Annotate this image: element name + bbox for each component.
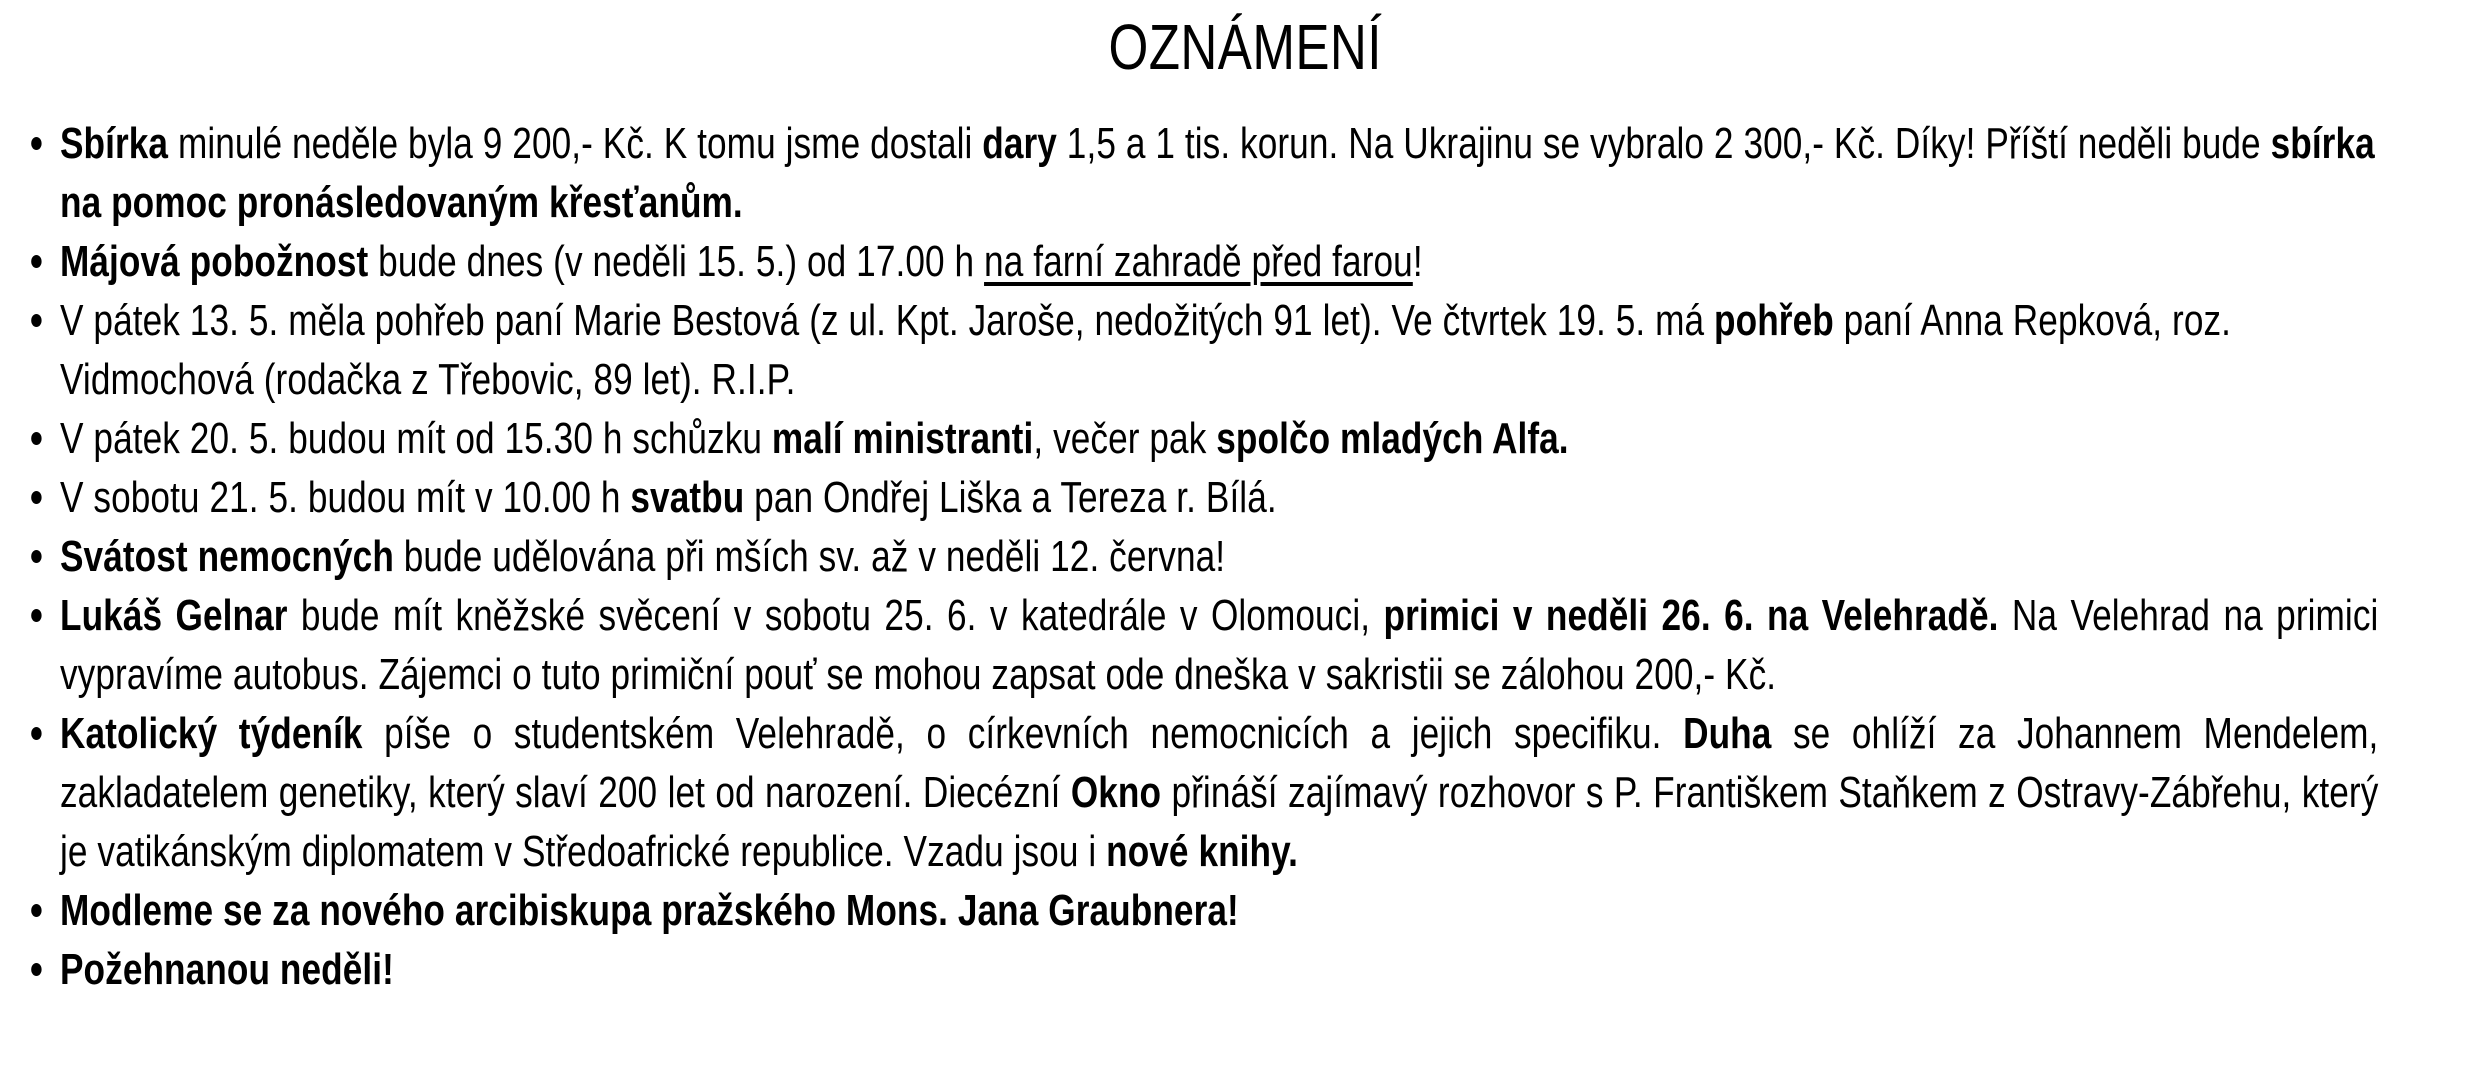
text-run: ! xyxy=(1412,237,1423,286)
text-run: Májová pobožnost xyxy=(60,237,369,286)
list-item xyxy=(30,940,2379,999)
text-run: primici v neděli 26. 6. na Velehradě. xyxy=(1383,591,1999,640)
list-item xyxy=(30,881,2379,940)
text-run: , večer pak xyxy=(1033,414,1217,463)
bullet-icon xyxy=(31,137,41,150)
text-run: malí ministranti xyxy=(771,414,1034,463)
text-run: pohřeb xyxy=(1714,296,1834,345)
text-run: svatbu xyxy=(630,473,745,522)
bullet-icon xyxy=(31,432,41,445)
bullet-icon xyxy=(31,314,41,327)
text-run: pan Ondřej Liška a Tereza r. Bílá. xyxy=(744,473,1277,522)
announcement-list xyxy=(0,114,2490,999)
list-item xyxy=(30,291,2379,409)
text-run: V sobotu 21. 5. budou mít v 10.00 h xyxy=(60,473,631,522)
text-run: Na Velehrad na primici vypravíme autobus. Zájemci o tuto primiční pouť se mohou zapsat ode dneška v sakristii se zálohou 200,- Kč. xyxy=(60,591,2379,699)
text-run: paní Anna Repková, roz. Vidmochová (rodačka z Třebovic, 89 let). R.I.P. xyxy=(60,296,2232,404)
text-run: sbírka na pomoc pronásledovaným křesťanům. xyxy=(60,119,2375,227)
text-run: V pátek 13. 5. měla pohřeb paní Marie Bestová (z ul. Kpt. Jaroše, nedožitých 91 let). Ve čtvrtek 19. 5. má xyxy=(60,296,1715,345)
bullet-icon xyxy=(31,904,41,917)
text-run: bude udělována při mších sv. až v neděli 12. června! xyxy=(393,532,1226,581)
bullet-icon xyxy=(31,727,41,740)
text-run: Katolický týdeník xyxy=(60,709,363,758)
list-item xyxy=(30,704,2379,881)
text-run: přináší zajímavý rozhovor s P. Františkem Staňkem z Ostravy-Zábřehu, který je vatikánským diplomatem v Středoafrické republice. Vzadu jsou i xyxy=(60,768,2379,876)
text-run: bude mít kněžské svěcení v sobotu 25. 6. v katedrále v Olomouci, xyxy=(287,591,1384,640)
bullet-icon xyxy=(31,550,41,563)
text-run: Svátost nemocných xyxy=(60,532,394,581)
text-run: bude dnes (v neděli 15. 5.) od 17.00 h xyxy=(368,237,985,286)
text-run: Sbírka xyxy=(60,119,169,168)
document-content xyxy=(0,12,2490,999)
list-item xyxy=(30,586,2379,704)
list-item xyxy=(30,409,2379,468)
text-run: Duha xyxy=(1683,709,1772,758)
list-item xyxy=(30,468,2379,527)
bullet-icon xyxy=(31,609,41,622)
text-run: V pátek 20. 5. budou mít od 15.30 h schůzku xyxy=(60,414,772,463)
text-run: nové knihy. xyxy=(1106,827,1299,876)
list-item xyxy=(30,232,2379,291)
page-title: OZNÁMENÍ xyxy=(1108,11,1382,83)
bullet-icon xyxy=(31,255,41,268)
bullet-icon xyxy=(31,491,41,504)
bullet-icon xyxy=(31,963,41,976)
text-run: se ohlíží za Johannem Mendelem, zakladatelem genetiky, který slaví 200 let od narození. Diecézní xyxy=(60,709,2379,817)
text-run: 1,5 a 1 tis. korun. Na Ukrajinu se vybralo 2 300,- Kč. Díky! Příští neděli bude xyxy=(1056,119,2271,168)
text-run: píše o studentském Velehradě, o církevních nemocnicích a jejich specifiku. xyxy=(362,709,1684,758)
text-run: Modleme se za nového arcibiskupa pražského Mons. Jana Graubnera! xyxy=(60,886,1239,935)
text-run: Lukáš Gelnar xyxy=(60,591,288,640)
text-run: dary xyxy=(982,119,1057,168)
text-run: Požehnanou neděli! xyxy=(60,945,394,994)
text-run: spolčo mladých Alfa. xyxy=(1216,414,1569,463)
text-run: na farní zahradě před farou xyxy=(984,237,1413,286)
text-run: Okno xyxy=(1070,768,1162,817)
list-item xyxy=(30,527,2379,586)
text-run: minulé neděle byla 9 200,- Kč. K tomu jsme dostali xyxy=(168,119,983,168)
list-item xyxy=(30,114,2379,232)
